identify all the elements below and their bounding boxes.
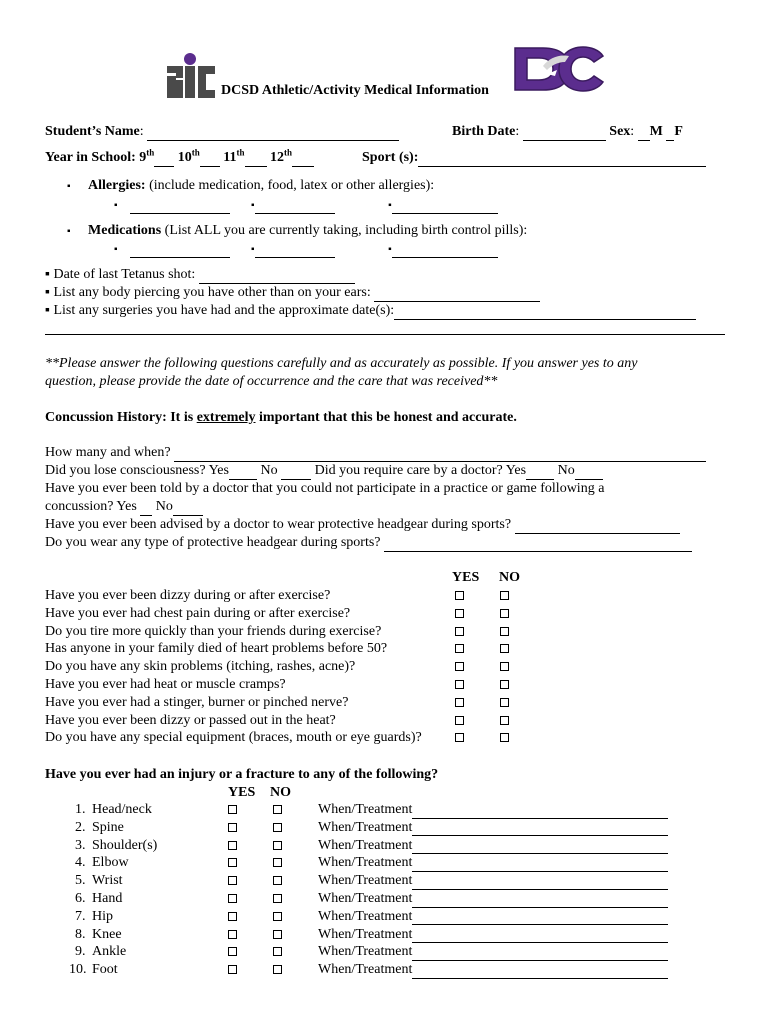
injury-body-part: Knee (92, 926, 122, 942)
injury-no-checkbox[interactable] (273, 805, 282, 814)
injury-yes-checkbox[interactable] (228, 823, 237, 832)
birth-date-field[interactable] (523, 126, 606, 141)
injury-treatment-label: When/Treatment (318, 873, 413, 889)
grade-11-sup: th (236, 147, 245, 158)
injury-yes-checkbox[interactable] (228, 930, 237, 939)
injury-yes-checkbox[interactable] (228, 876, 237, 885)
health-yes-checkbox[interactable] (455, 627, 464, 636)
injury-body-part: Shoulder(s) (92, 837, 158, 853)
health-yes-header: YES (452, 570, 480, 585)
health-question-text: Do you have any special equipment (braces, mouth or eye guards)? (45, 730, 422, 746)
concussion-lose-row (45, 462, 603, 480)
health-question-text: Do you have any skin problems (itching, rashes, acne)? (45, 659, 356, 675)
medications-row (67, 222, 527, 240)
student-name-row: Student’s Name: (45, 123, 399, 141)
injury-treatment-field[interactable] (412, 928, 668, 943)
injury-item-number: 10. (69, 962, 87, 978)
injury-yes-header: YES (228, 785, 256, 800)
told-yes-field[interactable] (140, 501, 152, 516)
health-no-checkbox[interactable] (500, 591, 509, 600)
surgeries-label: ▪ List any surgeries you have had and the approximate date(s): (45, 303, 395, 318)
health-yes-checkbox[interactable] (455, 733, 464, 742)
allergies-row (67, 177, 434, 195)
injury-treatment-field[interactable] (412, 857, 668, 872)
health-no-checkbox[interactable] (500, 627, 509, 636)
injury-treatment-row (318, 872, 668, 890)
medication-field-1[interactable] (130, 243, 230, 258)
injury-treatment-label: When/Treatment (318, 962, 413, 978)
surgeries-row (45, 302, 696, 320)
injury-treatment-row (318, 943, 668, 961)
injury-treatment-field[interactable] (412, 910, 668, 925)
bullet: ▪ (251, 200, 255, 211)
grade-12-label: 12 (270, 150, 285, 165)
concussion-heading (45, 409, 517, 427)
health-question-text: Do you tire more quickly than your friends during exercise? (45, 623, 382, 639)
how-many-field[interactable] (174, 447, 706, 462)
health-question-text: Has anyone in your family died of heart problems before 50? (45, 641, 388, 657)
injury-no-checkbox[interactable] (273, 858, 282, 867)
wear-headgear-label: Do you wear any type of protective headgear during sports? (45, 535, 381, 550)
injury-treatment-label: When/Treatment (318, 802, 413, 817)
birth-sex-row: Birth Date: Sex: M F (452, 124, 683, 139)
injury-item-number: 2. (75, 819, 86, 835)
injury-item-number: 7. (75, 908, 86, 924)
health-question-text: Have you ever been dizzy during or after exercise? (45, 588, 331, 603)
injury-body-part: Ankle (92, 944, 127, 960)
health-question-text: Have you ever had a stinger, burner or pinched nerve? (45, 694, 349, 710)
health-no-checkbox[interactable] (500, 644, 509, 653)
injury-treatment-label: When/Treatment (318, 855, 413, 871)
allergies-label: Allergies: (88, 178, 146, 193)
health-no-checkbox[interactable] (500, 698, 509, 707)
concussion-heading-em: extremely (196, 410, 256, 425)
injury-treatment-label: When/Treatment (318, 908, 413, 924)
tetanus-label: ▪ Date of last Tetanus shot: (45, 267, 196, 282)
health-no-checkbox[interactable] (500, 733, 509, 742)
health-yes-checkbox[interactable] (455, 698, 464, 707)
injury-body-part: Head/neck (92, 802, 152, 817)
injury-item-number: 8. (75, 926, 86, 942)
injury-item-number: 9. (75, 944, 86, 960)
health-no-header: NO (499, 570, 520, 585)
health-question-text: Have you ever had heat or muscle cramps? (45, 677, 286, 692)
grade-12-sup: th (284, 147, 293, 158)
sport-field[interactable] (418, 152, 706, 167)
health-yes-checkbox[interactable] (455, 680, 464, 689)
grade-9-field[interactable] (154, 152, 174, 167)
instructions-line-2: question, please provide the date of occurrence and the care that was received** (45, 374, 498, 389)
instructions-line-1: **Please answer the following questions carefully and as accurately as possible. If you answer yes to any (45, 356, 638, 371)
bullet: ▪ (388, 200, 392, 211)
injury-treatment-row (318, 890, 668, 908)
concussion-advised-row (45, 516, 680, 534)
lose-no-label: No (260, 463, 278, 478)
student-name-label: Student’s Name (45, 124, 140, 139)
injury-yes-checkbox[interactable] (228, 912, 237, 921)
injury-treatment-row (318, 961, 668, 979)
dcsd-logo-left (165, 52, 217, 98)
injury-treatment-row (318, 854, 668, 872)
care-yes-field[interactable] (526, 465, 554, 480)
grade-10-label: 10 (177, 150, 192, 165)
injury-yes-checkbox[interactable] (228, 841, 237, 850)
care-no-field[interactable] (575, 465, 603, 480)
injury-no-checkbox[interactable] (273, 912, 282, 921)
injury-treatment-label: When/Treatment (318, 819, 413, 835)
health-question-text: Have you ever been dizzy or passed out in the heat? (45, 712, 336, 728)
health-no-checkbox[interactable] (500, 609, 509, 618)
dc-logo-right (513, 44, 605, 94)
injury-no-checkbox[interactable] (273, 876, 282, 885)
medication-field-2[interactable] (255, 243, 335, 258)
injury-body-part: Spine (92, 819, 124, 835)
bullet: ▪ (67, 181, 71, 192)
injury-treatment-field[interactable] (412, 875, 668, 890)
concussion-told-line-1: Have you ever been told by a doctor that you could not participate in a practice or game following a (45, 481, 605, 496)
injury-body-part: Hand (92, 891, 123, 906)
birth-date-label: Birth Date (452, 124, 516, 139)
injury-body-part: Wrist (92, 873, 123, 889)
bullet: ▪ (114, 200, 118, 211)
injury-no-checkbox[interactable] (273, 894, 282, 903)
health-yes-checkbox[interactable] (455, 644, 464, 653)
year-in-school-row (45, 149, 314, 167)
health-question-text: Have you ever had chest pain during or after exercise? (45, 605, 351, 621)
grade-9-label: 9 (139, 150, 147, 165)
piercing-field[interactable] (374, 287, 540, 302)
allergies-fields (114, 196, 498, 214)
health-no-checkbox[interactable] (500, 716, 509, 725)
how-many-label: How many and when? (45, 445, 171, 460)
injury-no-checkbox[interactable] (273, 930, 282, 939)
concussion-wear-row (45, 534, 692, 552)
piercing-label: ▪ List any body piercing you have other than on your ears: (45, 285, 371, 300)
health-yes-checkbox[interactable] (455, 716, 464, 725)
care-no-label: No (557, 463, 575, 478)
injury-treatment-label: When/Treatment (318, 837, 413, 853)
wear-headgear-field[interactable] (384, 537, 692, 552)
allergy-field-1[interactable] (130, 199, 230, 214)
surgeries-field[interactable] (394, 305, 696, 320)
injury-treatment-field[interactable] (412, 804, 668, 819)
grade-10-field[interactable] (200, 152, 220, 167)
injury-item-number: 6. (75, 891, 86, 906)
injury-treatment-field[interactable] (412, 946, 668, 961)
injury-treatment-row (318, 819, 668, 837)
advised-headgear-field[interactable] (515, 519, 680, 534)
injury-item-number: 1. (75, 802, 86, 817)
grade-12-field[interactable] (292, 152, 314, 167)
lose-yes-field[interactable] (229, 465, 257, 480)
injury-treatment-field[interactable] (412, 839, 668, 854)
sport-row (362, 149, 706, 167)
injury-treatment-row (318, 801, 668, 819)
sex-label: Sex (609, 124, 631, 139)
health-no-checkbox[interactable] (500, 662, 509, 671)
injury-yes-checkbox[interactable] (228, 947, 237, 956)
grade-11-label: 11 (223, 150, 237, 165)
health-yes-checkbox[interactable] (455, 591, 464, 600)
sex-m-field[interactable] (638, 126, 650, 141)
injury-no-checkbox[interactable] (273, 823, 282, 832)
injury-no-checkbox[interactable] (273, 965, 282, 974)
health-yes-checkbox[interactable] (455, 662, 464, 671)
allergies-desc: (include medication, food, latex or other allergies): (149, 178, 435, 193)
allergy-field-3[interactable] (392, 199, 498, 214)
told-yes-label: concussion? Yes (45, 499, 137, 514)
year-label: Year in School: (45, 150, 136, 165)
medications-desc: (List ALL you are currently taking, including birth control pills): (164, 223, 528, 238)
lose-consciousness-label: Did you lose consciousness? Yes (45, 463, 229, 478)
sport-label: Sport (s): (362, 150, 419, 165)
injury-treatment-label: When/Treatment (318, 891, 413, 906)
injury-body-part: Foot (92, 962, 118, 978)
health-yes-checkbox[interactable] (455, 609, 464, 618)
medication-field-3[interactable] (392, 243, 498, 258)
bullet: ▪ (388, 244, 392, 255)
injury-item-number: 4. (75, 855, 86, 871)
injury-treatment-row (318, 926, 668, 944)
sex-f-label: F (674, 124, 683, 139)
surgeries-field-line-2[interactable] (45, 320, 725, 335)
bullet: ▪ (114, 244, 118, 255)
injury-item-number: 3. (75, 837, 86, 853)
concussion-told-line-2 (45, 498, 203, 516)
medications-fields (114, 240, 498, 258)
injury-no-checkbox[interactable] (273, 841, 282, 850)
injury-heading: Have you ever had an injury or a fracture to any of the following? (45, 767, 439, 782)
bullet: ▪ (251, 244, 255, 255)
concussion-heading-b: important that this be honest and accurate. (259, 410, 517, 425)
grade-10-sup: th (191, 147, 200, 158)
injury-treatment-field[interactable] (412, 893, 668, 908)
injury-body-part: Elbow (92, 855, 129, 871)
injury-treatment-row (318, 908, 668, 926)
piercing-row (45, 284, 540, 302)
injury-yes-checkbox[interactable] (228, 965, 237, 974)
told-no-label: No (155, 499, 173, 514)
tetanus-field[interactable] (199, 269, 355, 284)
student-name-field[interactable] (147, 126, 399, 141)
told-no-field[interactable] (173, 501, 203, 516)
lose-no-field[interactable] (281, 465, 311, 480)
medications-label: Medications (88, 223, 162, 238)
injury-body-part: Hip (92, 908, 113, 924)
concussion-heading-a: Concussion History: It is (45, 410, 194, 425)
bullet: ▪ (67, 226, 71, 237)
injury-item-number: 5. (75, 873, 86, 889)
injury-yes-checkbox[interactable] (228, 894, 237, 903)
injury-treatment-field[interactable] (412, 821, 668, 836)
injury-treatment-label: When/Treatment (318, 926, 413, 942)
injury-treatment-row (318, 837, 668, 855)
injury-treatment-field[interactable] (412, 964, 668, 979)
grade-11-field[interactable] (245, 152, 267, 167)
tetanus-row (45, 266, 355, 284)
injury-yes-checkbox[interactable] (228, 805, 237, 814)
injury-no-checkbox[interactable] (273, 947, 282, 956)
injury-no-header: NO (270, 785, 291, 800)
injury-yes-checkbox[interactable] (228, 858, 237, 867)
doctor-care-label: Did you require care by a doctor? Yes (314, 463, 527, 478)
sex-m-label: M (649, 124, 663, 139)
injury-treatment-label: When/Treatment (318, 944, 413, 960)
advised-headgear-label: Have you ever been advised by a doctor to wear protective headgear during sports? (45, 517, 512, 532)
allergy-field-2[interactable] (255, 199, 335, 214)
concussion-how-many-row (45, 444, 706, 462)
form-title: DCSD Athletic/Activity Medical Information (221, 83, 489, 98)
health-no-checkbox[interactable] (500, 680, 509, 689)
grade-9-sup: th (146, 147, 155, 158)
